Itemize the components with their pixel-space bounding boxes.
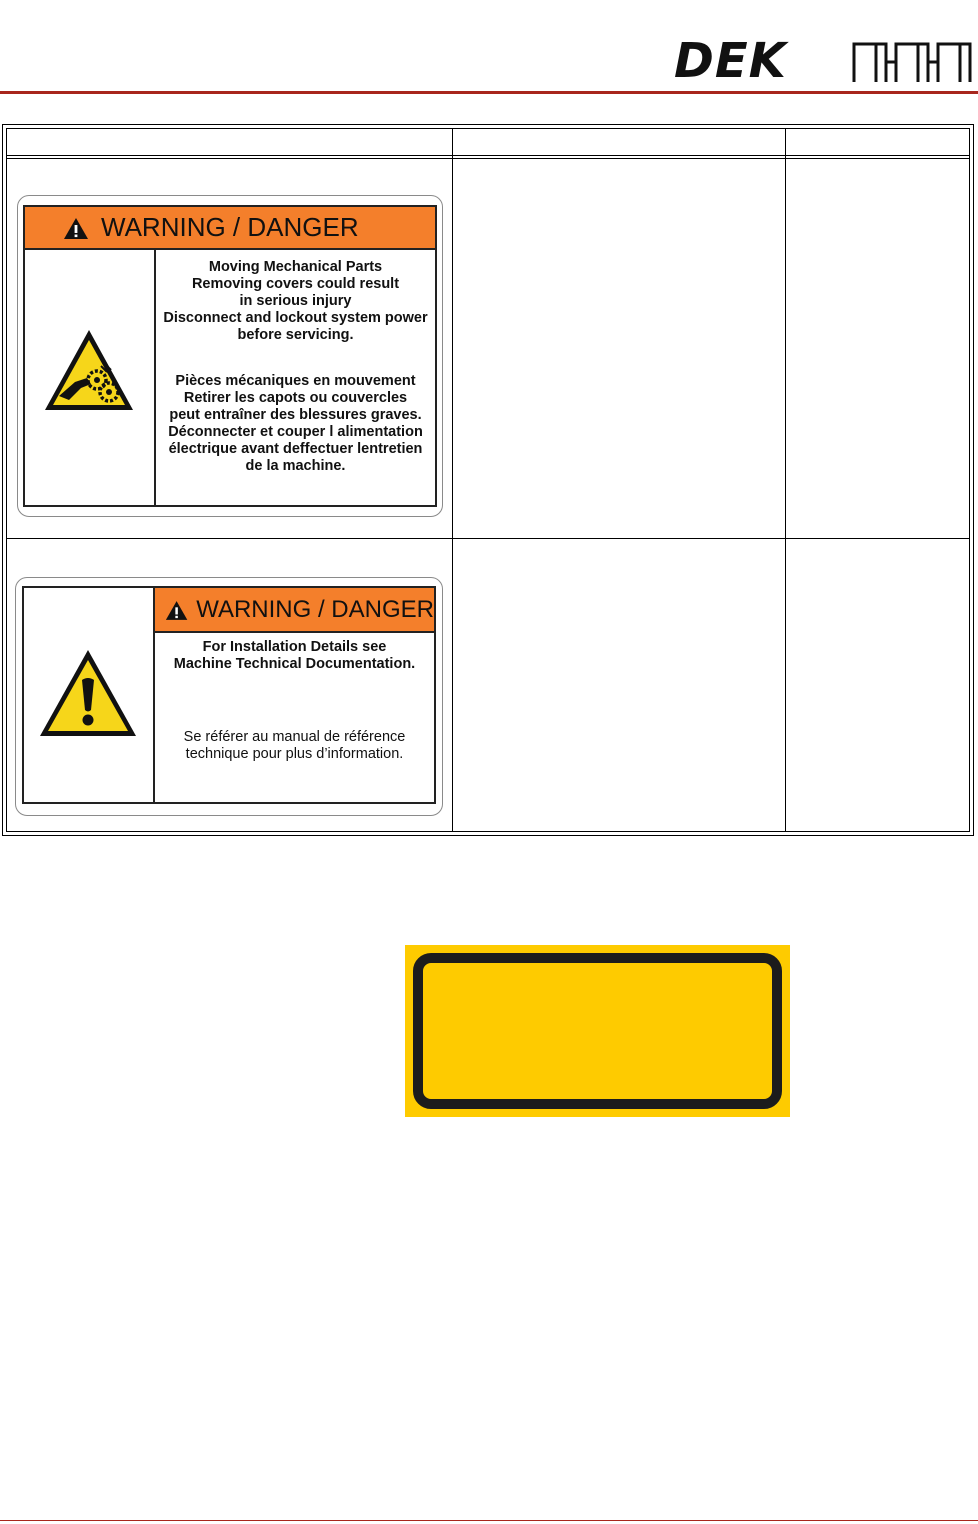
- column-divider-2: [785, 129, 786, 831]
- warning-label-installation: [15, 577, 443, 816]
- warning-banner: [155, 588, 434, 633]
- sign-border: [413, 953, 782, 1109]
- exclamation-triangle-icon: [165, 599, 188, 621]
- text-line: technique pour plus d’information.: [185, 746, 404, 762]
- dek-logo: DEK: [674, 33, 787, 89]
- text-line: in serious injury: [239, 293, 352, 309]
- warning-label-moving-parts: [17, 195, 443, 517]
- text-line: Machine Technical Documentation.: [173, 656, 416, 672]
- french-warning-text: [156, 373, 435, 475]
- company-mark-logo: [852, 40, 976, 82]
- text-line: Moving Mechanical Parts: [208, 259, 383, 275]
- header-row-divider-2: [7, 158, 969, 159]
- general-warning-icon: [36, 646, 140, 740]
- header-row-divider: [7, 155, 969, 156]
- blank-yellow-sign: [405, 945, 790, 1117]
- row-divider: [7, 538, 969, 539]
- page-header: [0, 0, 978, 100]
- text-line: Se référer au manual de référence: [183, 729, 406, 745]
- english-warning-text: [155, 639, 434, 673]
- warning-banner: [25, 207, 435, 250]
- header-rule: [0, 91, 978, 94]
- text-line: Removing covers could result: [191, 276, 400, 292]
- text-line: de la machine.: [245, 458, 346, 474]
- column-divider-1: [452, 129, 453, 831]
- text-line: électrique avant deffectuer lentretien: [168, 441, 423, 457]
- text-line: before servicing.: [237, 327, 354, 343]
- label-title: WARNING / DANGER: [196, 595, 434, 623]
- text-line: Pièces mécaniques en mouvement: [175, 373, 416, 389]
- text-line: peut entraîner des blessures graves.: [169, 407, 422, 423]
- french-warning-text: [155, 729, 434, 763]
- label-title: WARNING / DANGER: [101, 212, 359, 242]
- text-line: Retirer les capots ou couvercles: [183, 390, 408, 406]
- english-warning-text: [156, 259, 435, 344]
- label-frame: [23, 205, 437, 507]
- table-grid: [6, 128, 970, 832]
- moving-parts-hazard-icon: [41, 326, 137, 414]
- exclamation-triangle-icon: [63, 216, 89, 240]
- text-line: Disconnect and lockout system power: [163, 310, 428, 326]
- text-line: For Installation Details see: [202, 639, 387, 655]
- text-line: Déconnecter et couper l alimentation: [168, 424, 423, 440]
- label-frame: [22, 586, 436, 804]
- label-table: [2, 124, 974, 836]
- footer-rule: [0, 1520, 978, 1521]
